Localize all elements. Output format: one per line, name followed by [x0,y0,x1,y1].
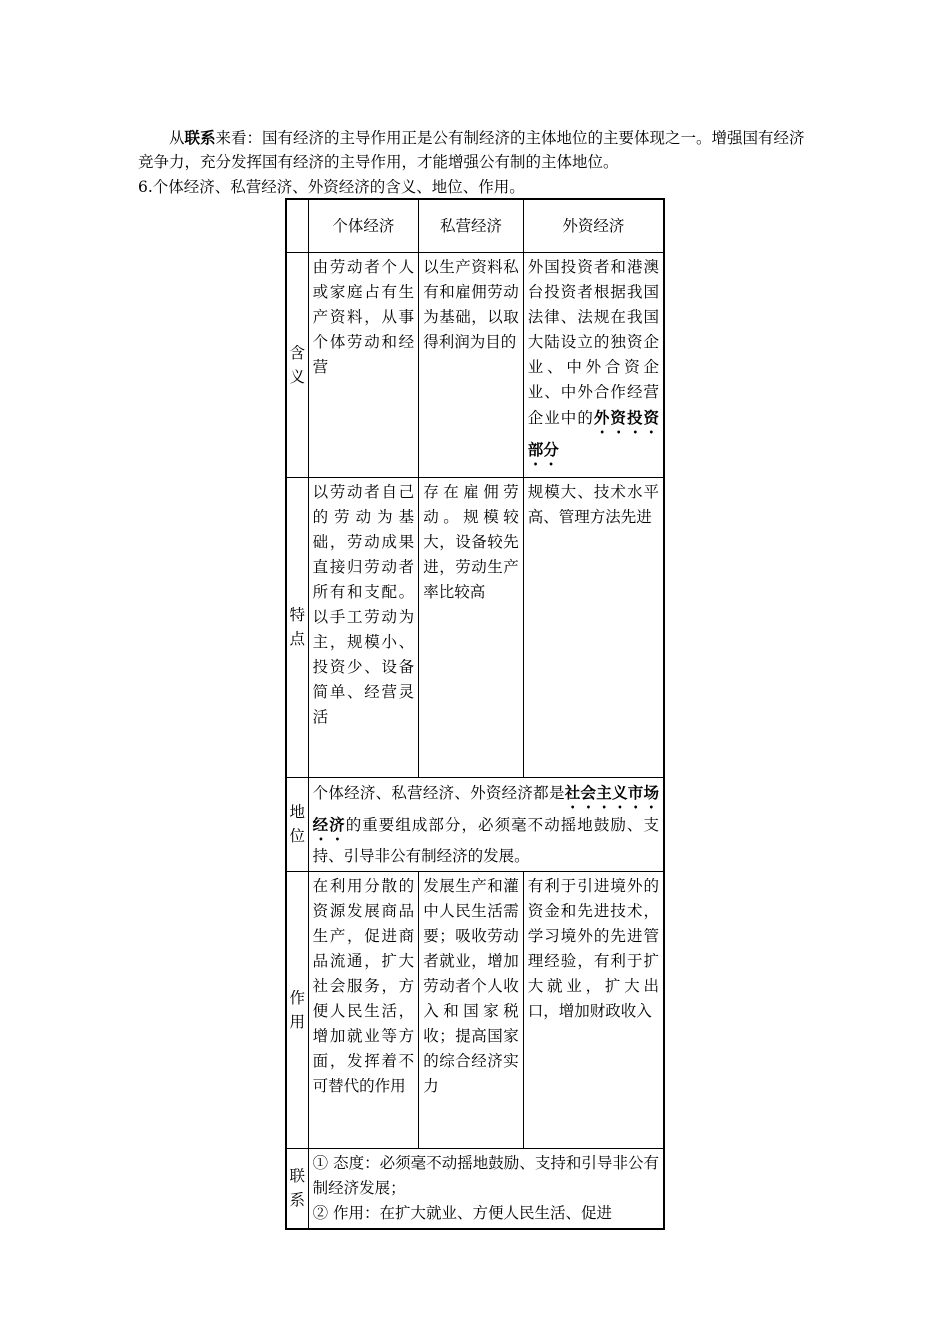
cell-connection [308,1149,664,1230]
row-label-features: 特点 [286,478,308,778]
intro-prefix: 从 [169,129,185,147]
emphasis-foreign-part: 外资投资部分 [527,408,659,459]
table-header-row [286,199,664,253]
emphasis-market-economy: 社会主义市场经济 [312,783,659,834]
intro-bold-term: 联系 [184,128,216,147]
row-label-status: 地位 [286,778,308,872]
cell-role-private: 发展生产和灌中人民生活需要；吸收劳动者就业，增加劳动者个人收入和国家税收；提高国家的综合经济实力 [419,872,524,1149]
header-individual: 个体经济 [308,199,419,253]
cell-meaning-individual: 由劳动者个人或家庭占有生产资料，从事个体劳动和经营 [308,253,419,478]
row-label-connection: 联系 [286,1149,308,1230]
connection-line-2: ② 作用：在扩大就业、方便人民生活、促进 [312,1204,613,1222]
cell-meaning-foreign: 外国投资者和港澳台投资者根据我国法律、法规在我国大陆设立的独资企业、中外合资企业、中外合作经营企业中的外资投资部分 [523,253,664,478]
header-foreign: 外资经济 [523,199,664,253]
table-row-role [286,872,664,1149]
table-row-status [286,778,664,872]
header-corner [286,199,308,253]
cell-role-foreign: 有利于引进境外的资金和先进技术，学习境外的先进管理经验，有利于扩大就业，扩大出口，增加财政收入 [523,872,664,1149]
cell-features-private: 存在雇佣劳动。规模较大，设备较先进，劳动生产率比较高 [419,478,524,778]
cell-meaning-private: 以生产资料私有和雇佣劳动为基础，以取得利润为目的 [419,253,524,478]
table-row-features [286,478,664,778]
table-row-meaning [286,253,664,478]
connection-line-1: ① 态度：必须毫不动摇地鼓励、支持和引导非公有制经济发展； [312,1154,659,1197]
cell-features-individual: 以劳动者自己的劳动为基础，劳动成果直接归劳动者所有和支配。以手工劳动为主，规模小、投资少、设备简单、经营灵活 [308,478,419,778]
row-label-role: 作用 [286,872,308,1149]
row-label-meaning: 含义 [286,253,308,478]
table-row-connection [286,1149,664,1230]
economy-comparison-table [285,198,665,1230]
header-private: 私营经济 [419,199,524,253]
section-heading: 6.个体经济、私营经济、外资经济的含义、地位、作用。 [138,178,525,196]
intro-text: 来看：国有经济的主导作用正是公有制经济的主体地位的主要体现之一。增强国有经济竞争力，充分发挥国有经济的主导作用，才能增强公有制的主体地位。 [138,129,805,171]
cell-status: 个体经济、私营经济、外资经济都是社会主义市场经济的重要组成部分，必须毫不动摇地鼓励、支持、引导非公有制经济的发展。 [308,778,664,872]
cell-features-foreign: 规模大、技术水平高、管理方法先进 [523,478,664,778]
intro-paragraph [138,126,818,174]
cell-role-individual: 在利用分散的资源发展商品生产，促进商品流通，扩大社会服务，方便人民生活，增加就业等方面，发挥着不可替代的作用 [308,872,419,1149]
